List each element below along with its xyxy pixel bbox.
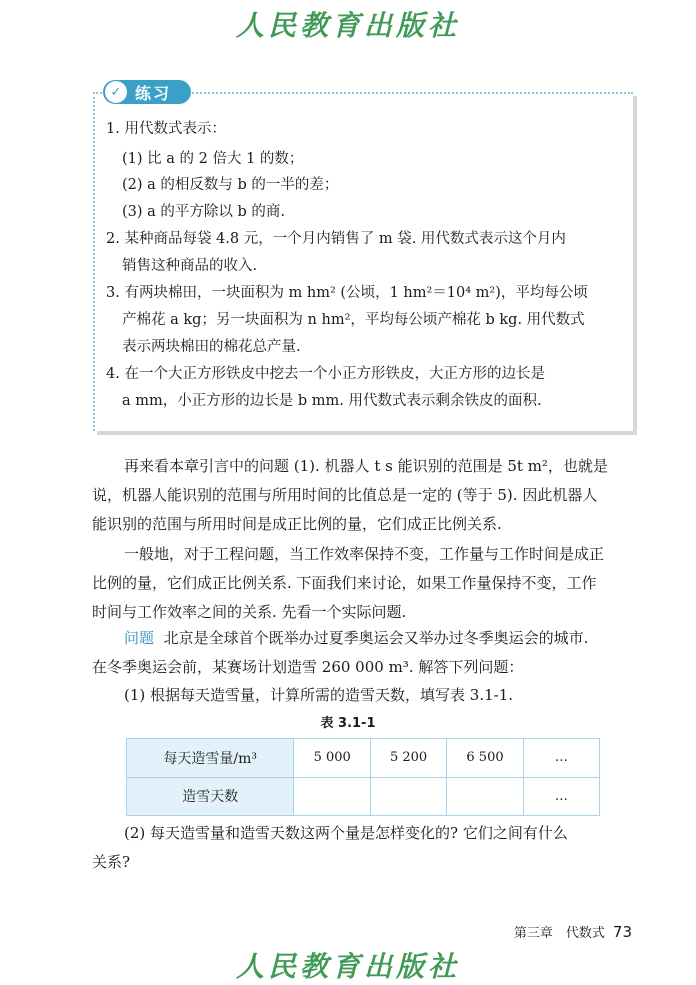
page-footer (514, 922, 632, 941)
problem-tag: 问题 (124, 629, 155, 647)
question-line: (1) 根据每天造雪量，计算所需的造雪天数，填写表 3.1-1. (124, 686, 514, 704)
exercise-line: 表示两块棉田的棉花总产量. (122, 339, 301, 355)
exercise-line: 1. 用代数式表示： (106, 121, 226, 137)
paragraph-line: 一般地，对于工程问题，当工作效率保持不变，工作量与工作时间是成正 (124, 545, 605, 563)
paragraph-line: 比例的量，它们成正比例关系. 下面我们来讨论，如果工作量保持不变，工作 (92, 574, 597, 592)
table-caption: 表 3.1-1 (320, 716, 376, 731)
paragraph-line: 再来看本章引言中的问题 (1). 机器人 t s 能识别的范围是 5t m²，也就是 (124, 457, 608, 475)
problem-line (124, 628, 588, 648)
exercise-line: (2) a 的相反数与 b 的一半的差； (122, 177, 339, 193)
paragraph-line: 能识别的范围与所用时间是成正比例的量，它们成正比例关系. (92, 515, 502, 533)
snow-table (126, 738, 600, 816)
publisher-logo-bottom: 人民教育出版社 (235, 950, 460, 983)
table-cell (294, 777, 370, 816)
row-header: 每天造雪量/m³ (127, 739, 294, 778)
table-cell (370, 777, 446, 816)
table-row (127, 777, 600, 816)
exercise-line: 销售这种商品的收入. (122, 258, 258, 274)
publisher-logo-top: 人民教育出版社 (235, 9, 460, 42)
table-cell: 6 500 (447, 739, 523, 778)
chapter-label: 第三章 代数式 (513, 926, 605, 941)
exercise-line: a mm，小正方形的边长是 b mm. 用代数式表示剩余铁皮的面积. (122, 393, 542, 409)
table-cell: … (523, 777, 599, 816)
table-row (127, 739, 600, 778)
table-cell (447, 777, 523, 816)
exercise-line: 2. 某种商品每袋 4.8 元，一个月内销售了 m 袋. 用代数式表示这个月内 (106, 231, 566, 247)
paragraph-line: 时间与工作效率之间的关系. 先看一个实际问题. (92, 603, 407, 621)
question-line: (2) 每天造雪量和造雪天数这两个量是怎样变化的? 它们之间有什么 (124, 824, 568, 842)
table-cell: 5 200 (370, 739, 446, 778)
exercise-line: (1) 比 a 的 2 倍大 1 的数； (122, 151, 304, 167)
table-cell: … (523, 739, 599, 778)
exercise-line: (3) a 的平方除以 b 的商. (122, 204, 286, 220)
paragraph-line: 说，机器人能识别的范围与所用时间的比值总是一定的 (等于 5). 因此机器人 (92, 486, 598, 504)
exercise-line: 产棉花 a kg；另一块面积为 n hm²，平均每公顷产棉花 b kg. 用代数式 (122, 312, 585, 328)
problem-line: 在冬季奥运会前，某赛场计划造雪 260 000 m³. 解答下列问题： (92, 658, 524, 676)
exercise-badge (103, 80, 191, 104)
table-cell: 5 000 (294, 739, 370, 778)
check-icon: ✓ (105, 81, 127, 103)
exercise-title: 练习 (135, 83, 172, 103)
exercise-line: 4. 在一个大正方形铁皮中挖去一个小正方形铁皮，大正方形的边长是 (106, 366, 545, 382)
row-header: 造雪天数 (127, 777, 294, 816)
exercise-line: 3. 有两块棉田，一块面积为 m hm² (公顷，1 hm²＝10⁴ m²)，平均每公顷 (106, 285, 588, 301)
question-line: 关系? (92, 853, 131, 871)
page-number: 73 (612, 923, 632, 941)
problem-text: 北京是全球首个既举办过夏季奥运会又举办过冬季奥运会的城市. (163, 629, 589, 647)
